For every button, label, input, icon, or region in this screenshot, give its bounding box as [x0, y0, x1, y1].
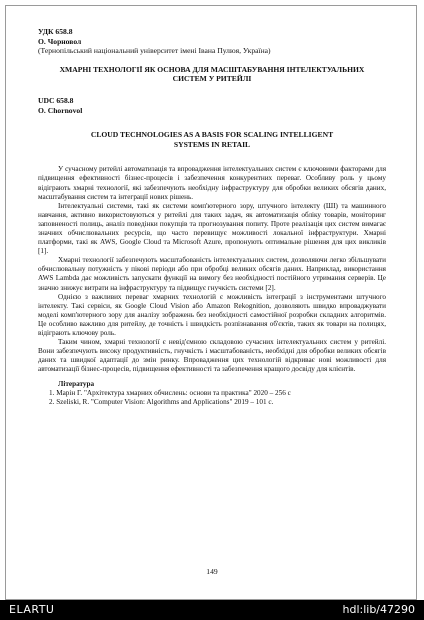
- footer-handle-link[interactable]: hdl:lib/47290: [342, 603, 415, 616]
- udc-en: UDC 658.8: [38, 95, 74, 105]
- references: [38, 380, 386, 407]
- title-ua-line2: СИСТЕМ У РИТЕЙЛІ: [172, 74, 252, 84]
- footer-bar: [0, 600, 424, 620]
- title-en-line1: CLOUD TECHNOLOGIES AS A BASIS FOR SCALING INTELLIGENT: [90, 130, 334, 140]
- references-heading: Література: [58, 379, 95, 388]
- title-ua-line1: ХМАРНІ ТЕХНОЛОГІЇ ЯК ОСНОВА ДЛЯ МАСШТАБУВАННЯ ІНТЕЛЕКТУАЛЬНИХ: [59, 64, 365, 74]
- footer-repository-label: ELARTU: [9, 603, 55, 616]
- author-en: O. Chornovol: [38, 105, 83, 115]
- paragraph: Таким чином, хмарні технології є невід'ємною складовою сучасних інтелектуальних систем у ритейлі. Вони забезпечують високу продуктивність, гнучкість і масштабованість, необхідні для обробки великих обсягів даних та швидкої адаптації до змін ринку. Впровадження цих технологій відкриває нові можливості для автоматизації бізнес-процесів, підвищення ефективності та забезпечення кращого досвіду для клієнтів.: [38, 338, 386, 374]
- paper-page: [38, 27, 386, 407]
- title-ua: [38, 65, 386, 84]
- paragraph: Хмарні технології забезпечують масштабованість інтелектуальних систем, дозволяючи легко збільшувати обчислювальну потужність у пікові періоди або при обробці великих обсягів даних. Наприклад, використання AWS Lambda дає можливість запускати функції на вимогу без необхідності постійного утримання серверів. Це значно знижує витрати на інфраструктуру та підвищує гнучкість системи [2].: [38, 256, 386, 292]
- title-en: [38, 130, 386, 149]
- reference-item: 1. Марін Г. "Архітектура хмарних обчислень: основи та практика" 2020 – 256 с: [49, 388, 291, 397]
- page-number: 149: [206, 567, 218, 576]
- author-ua: О. Чорновол: [38, 36, 82, 46]
- paragraph: Однією з важливих переваг хмарних технологій є можливість інтеграції з інструментами штучного інтелекту. Такі сервіси, як Google Cloud Vision або Amazon Rekognition, дозволяють швидко впроваджувати моделі комп'ютерного зору для аналізу зображень без необхідності самостійної розробки складних алгоритмів. Це особливо важливо для ритейлу, де точність і швидкість розпізнавання об'єктів, таких як товари на полицях, відіграють ключову роль.: [38, 292, 386, 338]
- reference-item: 2. Szeliski, R. "Computer Vision: Algorithms and Applications" 2019 – 101 с.: [49, 397, 274, 406]
- udc-ua: УДК 658.8: [38, 27, 73, 36]
- paragraph: У сучасному ритейлі автоматизація та впровадження інтелектуальних систем є ключовими факторами для підвищення ефективності бізнес-процесів і забезпечення конкурентних переваг. Особливу роль у цьому відіграють хмарні технології, які забезпечують необхідну інфраструктуру для обробки великих обсягів даних, масштабування систем та інтеграції нових рішень.: [38, 165, 386, 201]
- affiliation-ua: (Тернопільський національний університет імені Івана Пулюя, Україна): [38, 46, 271, 56]
- title-en-line2: SYSTEMS IN RETAIL: [173, 139, 251, 149]
- paragraph: Інтелектуальні системи, такі як системи комп'ютерного зору, штучного інтелекту (ШІ) та машинного навчання, активно використовуються у ритейлі для таких задач, як автоматизація обліку товарів, моніторинг заповненості полиць, аналіз поведінки покупців та прогнозування попиту. Проте реалізація цих систем вимагає значних обчислювальних ресурсів, що часто перевищує можливості локальної інфраструктури. Хмарні платформи, такі як AWS, Google Cloud та Microsoft Azure, пропонують оптимальне рішення для цих викликів [1].: [38, 201, 386, 256]
